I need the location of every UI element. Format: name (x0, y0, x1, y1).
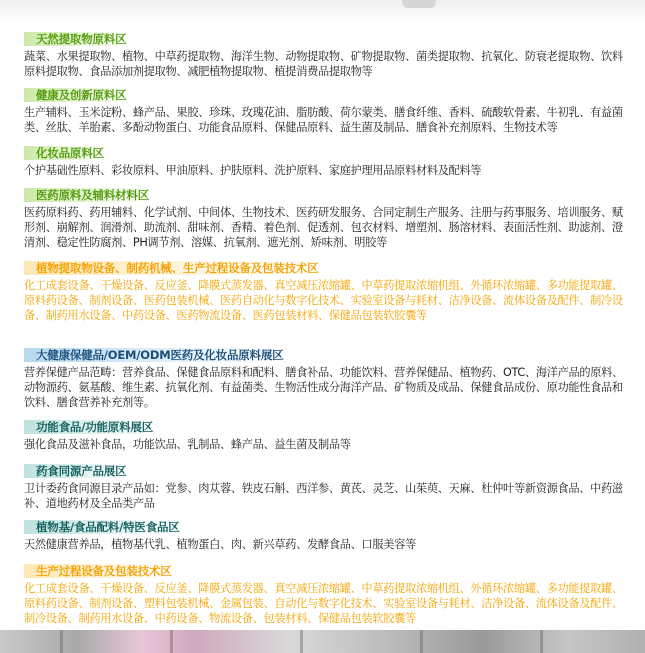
section-equipment (24, 257, 630, 323)
section-title: 功能食品/功能原料展区 (24, 420, 157, 434)
logo-fragment (402, 0, 436, 8)
section-title: 化妆品原料区 (24, 146, 108, 160)
section-body: 蔬菜、水果提取物、植物、中草药提取物、海洋生物、动物提取物、矿物提取物、菌类提取物、抗氧化、防衰老提取物、饮料原料提取物、食品添加剂提取物、减肥植物提取物、植提消费品提取物等 (24, 50, 623, 78)
section-body: 卫计委药食同源目录产品如：党参、肉苁蓉、铁皮石斛、西洋参、黄芪、灵芝、山茱萸、天麻、杜仲叶等新资源食品、中药滋补、道地药材及全品类产品 (24, 482, 623, 510)
top-header-band (0, 0, 645, 22)
section-title: 健康及创新原料区 (24, 88, 130, 102)
section-functional-food (24, 416, 630, 452)
section-plant-based (24, 516, 630, 552)
section-food-medicine (24, 460, 630, 511)
section-health-innovation (24, 84, 630, 135)
section-body: 营养保健产品范畴：营养食品、保健食品原料和配料、膳食补品、功能饮料、营养保健品、植物药、OTC、海洋产品的原料、动物源药、氨基酸、维生素、抗氧化剂、有益菌类、生物活性成分海洋产品、矿物质及成品、保健食品成份、原功能性食品和饮料、膳食营养补充剂等。 (24, 366, 623, 409)
section-title: 生产过程设备及包装技术区 (24, 564, 176, 578)
section-title: 医药原料及辅料材料区 (24, 188, 153, 202)
section-body: 个护基础性原料、彩妆原料、甲油原料、护肤原料、洗护原料、家庭护理用品原料材料及配料等 (24, 164, 482, 177)
section-cosmetics (24, 142, 630, 178)
section-body: 化工成套设备、干燥设备、反应釜、降膜式蒸发器、真空减压浓缩罐、中草药提取浓缩机组、外循环浓缩罐、多功能提取罐、原料药设备、制剂设备、塑料包装机械、金属包装、自动化与数字化技术、实验室设备与耗材、洁净设备、流体设备及配件、制冷设备、制药用水设备、中药设备、物流设备、包装材料、保健品包装软胶囊等 (24, 582, 623, 625)
section-body: 医药原料药、药用辅料、化学试剂、中间体、生物技术、医药研发服务、合同定制生产服务、注册与药事服务、培训服务、赋形剂、崩解剂、润滑剂、助流剂、甜味剂、香精、着色剂、促透剂、包衣材料、增塑剂、肠溶材料、表面活性剂、助滤剂、澄清剂、稳定性防腐剂、PH调节剂、溶媒、抗氧剂、遮光剂、矫味剂、明胶等 (24, 206, 623, 249)
section-body: 强化食品及滋补食品，功能饮品、乳制品、蜂产品、益生菌及制品等 (24, 438, 351, 451)
section-big-health-oem (24, 344, 630, 410)
exhibition-hall-photo (0, 630, 645, 653)
section-pharma-excipients (24, 184, 630, 250)
section-title: 植物提取物设备、制药机械、生产过程设备及包装技术区 (24, 261, 323, 275)
section-body: 化工成套设备、干燥设备、反应釜、降膜式蒸发器、真空减压浓缩罐、中草药提取浓缩机组、外循环浓缩罐、多功能提取罐、原料药设备、制剂设备、医药包装机械、医药自动化与数字化技术、实验室设备与耗材、洁净设备、流体设备及配件、制冷设备、制药用水设备、中药设备、医药物流设备、医药包装材料、保健品包装软胶囊等 (24, 279, 623, 322)
section-title: 植物基/食品配料/特医食品区 (24, 520, 184, 534)
section-title: 天然提取物原料区 (24, 32, 130, 46)
section-process-packaging (24, 560, 630, 626)
section-title: 大健康保健品/OEM/ODM医药及化妆品原料展区 (24, 348, 287, 362)
section-body: 生产辅料、玉米淀粉、蜂产品、果胶、珍珠、玫瑰花油、脂肪酸、荷尔蒙类、膳食纤维、香料、硫酸软骨素、牛初乳、有益菌类、丝肽、羊胎素、多酚动物蛋白、功能食品原料、保健品原料、益生菌及制品、膳食补充剂原料、生物技术等 (24, 106, 623, 134)
section-body: 天然健康营养品，植物基代乳、植物蛋白、肉、新兴草药、发酵食品、口服美容等 (24, 538, 416, 551)
section-title: 药食同源产品展区 (24, 464, 130, 478)
section-natural-extracts (24, 28, 630, 79)
